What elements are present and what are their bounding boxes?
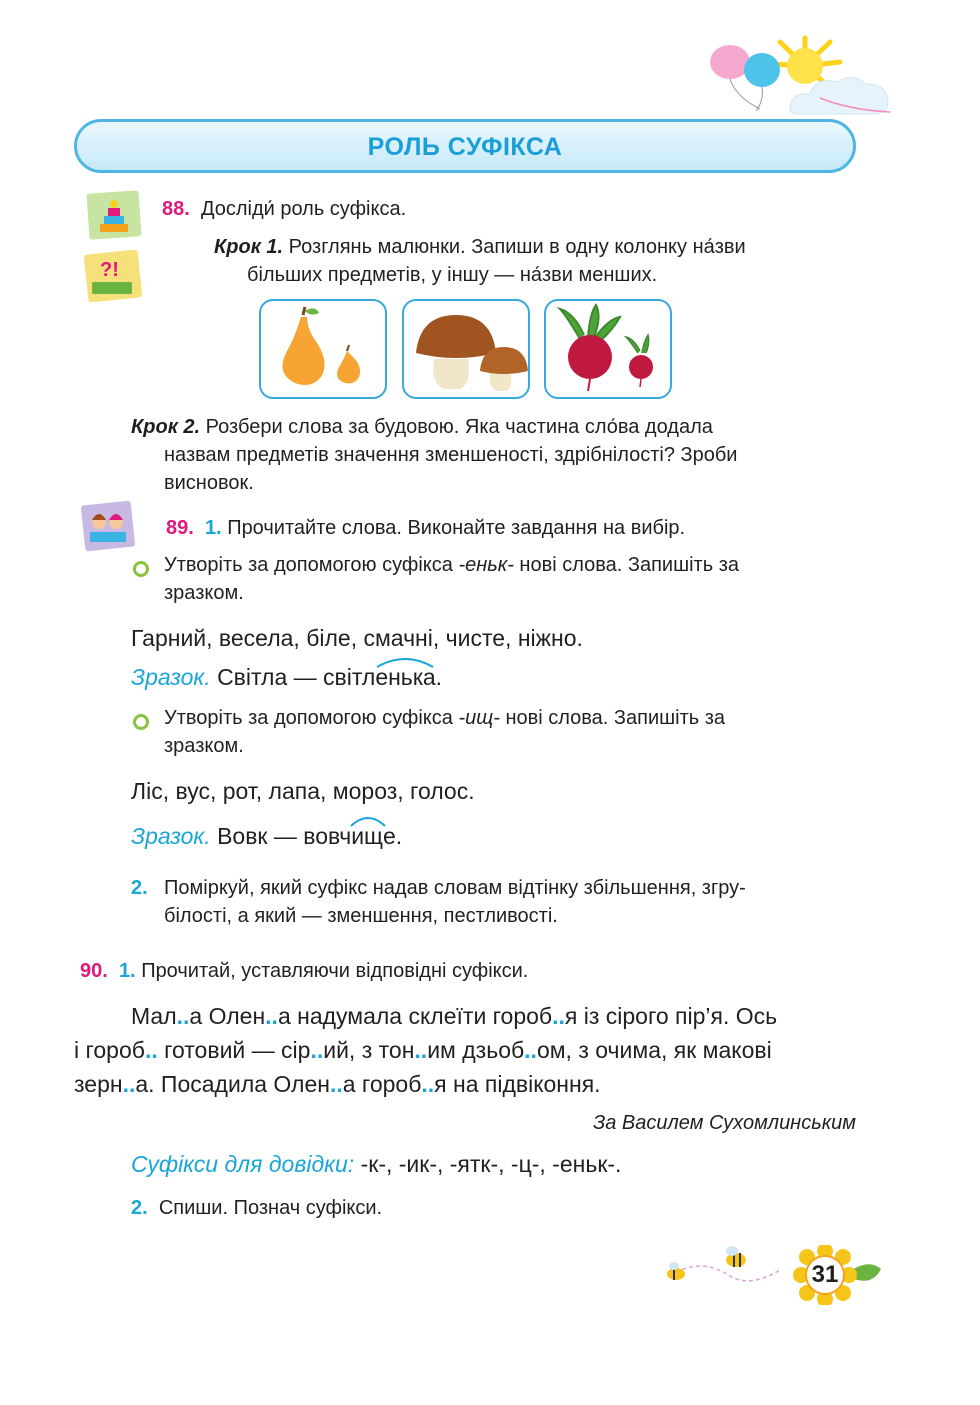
- option-text: Утворіть за допомогою суфікса: [164, 554, 459, 576]
- exercise-90-heading: [80, 957, 528, 985]
- option-1-line-1: [164, 551, 739, 579]
- bee-icon: [667, 1262, 685, 1280]
- exercise-90-subtask-2: [131, 1194, 382, 1222]
- word-list-2: Ліс, вус, рот, лапа, мороз, голос.: [131, 778, 475, 804]
- sample-2: [131, 820, 402, 852]
- text-line-2: [74, 1034, 772, 1066]
- text-part: а надумала склеїти гороб: [277, 1003, 553, 1029]
- exercise-88-heading: [162, 195, 406, 223]
- suffix-marker-icon: [375, 655, 435, 669]
- gap-dots: ..: [524, 1037, 537, 1063]
- sample-text: е.: [382, 823, 403, 849]
- exercise-number: 88.: [162, 198, 190, 220]
- step-text: Розглянь малюнки. Запиши в одну колонку на́зви: [288, 236, 746, 258]
- suffix-text: ищ: [351, 823, 383, 849]
- step-2-line-2: назвам предметів значення зменшеності, здрібнілості? Зроби: [164, 444, 738, 466]
- gap-dots: ..: [122, 1071, 136, 1097]
- text-part: а. Посадила Олен: [135, 1071, 330, 1097]
- subtask-text: Прочитай, уставляючи відповідні суфікси.: [141, 960, 529, 982]
- text-part: ий, з тон: [323, 1037, 415, 1063]
- word-list-1: Гарний, весела, біле, смачні, чисте, ніжно.: [131, 625, 583, 651]
- step-label: Крок 2.: [131, 416, 201, 438]
- step-text: Розбери слова за будовою. Яка частина сло́ва додала: [205, 416, 713, 438]
- suffix-text: еньк: [375, 664, 423, 690]
- question-exclamation-icon: [84, 250, 142, 302]
- balloons-sun-illustration: [690, 28, 900, 128]
- step-label: Крок 1.: [214, 236, 284, 258]
- suffix-reference: [131, 1148, 621, 1180]
- reference-label: Суфікси для довідки:: [131, 1151, 355, 1177]
- text-line-3: [74, 1068, 601, 1100]
- beet-icon: [546, 301, 670, 397]
- exercise-number: 90.: [80, 960, 108, 982]
- subtask-2: [131, 874, 148, 902]
- sample-label: Зразок.: [131, 664, 211, 690]
- page-number: 31: [811, 1261, 839, 1288]
- bullet-icon: [133, 561, 149, 577]
- suffix-marker-icon: [349, 814, 387, 828]
- step-2-line-3: висновок.: [164, 472, 254, 494]
- text-part: я на підвіконня.: [434, 1071, 601, 1097]
- text-part: і гороб: [74, 1037, 145, 1063]
- text-part: зерн: [74, 1071, 123, 1097]
- author-credit: За Василем Сухомлинським: [592, 1112, 856, 1134]
- sample-label: Зразок.: [131, 823, 211, 849]
- pear-icon: [261, 301, 385, 397]
- sample-text: а.: [422, 664, 443, 690]
- text-part: Мал: [131, 1003, 177, 1029]
- gap-dots: ..: [265, 1003, 278, 1029]
- step-1: [214, 233, 856, 261]
- step-2: [131, 413, 856, 441]
- gap-dots: ..: [414, 1037, 428, 1063]
- suffix-highlight: -еньк-: [458, 554, 514, 576]
- suffix-highlight: -ищ-: [458, 707, 500, 729]
- subtask-text: Прочитайте слова. Виконайте завдання на вибір.: [227, 517, 686, 539]
- gap-dots: ..: [176, 1003, 190, 1029]
- svg-text:?!: ?!: [100, 259, 119, 281]
- gap-dots: ..: [552, 1003, 565, 1029]
- title-banner: [74, 119, 856, 173]
- text-part: готовий — сір: [157, 1037, 311, 1063]
- text-part: а гороб: [342, 1071, 422, 1097]
- picture-card-pears: [259, 299, 387, 399]
- page-title: РОЛЬ СУФІКСА: [367, 133, 563, 161]
- subtask-number: 1.: [204, 517, 222, 539]
- step-1-line-2: більших предметів, у іншу — на́зви менших.: [247, 264, 658, 286]
- option-text: нові слова. Запишіть за: [499, 707, 726, 729]
- mushroom-icon: [404, 301, 528, 397]
- text-part: а Олен: [189, 1003, 266, 1029]
- subtask-number: 2.: [131, 1197, 148, 1219]
- subtask-number: 2.: [131, 877, 148, 899]
- option-text: нові слова. Запишіть за: [513, 554, 739, 576]
- reference-list: -к-, -ик-, -ятк-, -ц-, -еньк-.: [360, 1151, 622, 1177]
- picture-card-mushrooms: [402, 299, 530, 399]
- subtask-2-line-1: Поміркуй, який суфікс надав словам відтінку збільшення, згру-: [164, 877, 746, 899]
- option-text: Утворіть за допомогою суфікса: [164, 707, 459, 729]
- pyramid-toy-icon: [86, 190, 142, 240]
- text-part: им дзьоб: [427, 1037, 525, 1063]
- option-1-line-2: зразком.: [164, 582, 244, 604]
- sample-text: Вовк — вовч: [217, 823, 352, 849]
- subtask-2-line-2: білості, а який — зменшення, пестливості.: [164, 905, 558, 927]
- picture-card-beets: [544, 299, 672, 399]
- balloon-icon: [710, 45, 780, 111]
- exercise-number: 89.: [166, 517, 194, 539]
- subtask-number: 1.: [118, 960, 136, 982]
- exercise-89-heading: [166, 514, 685, 542]
- sample-text: Світла — світл: [217, 664, 376, 690]
- sample-1: [131, 661, 442, 693]
- bullet-icon: [133, 714, 149, 730]
- children-reading-icon: [80, 500, 136, 552]
- text-part: я із сірого пір’я. Ось: [564, 1003, 778, 1029]
- option-2-line-2: зразком.: [164, 735, 244, 757]
- gap-dots: ..: [421, 1071, 435, 1097]
- gap-dots: ..: [329, 1071, 343, 1097]
- subtask-text: Спиши. Познач суфікси.: [158, 1197, 383, 1219]
- text-line-1: [131, 1000, 777, 1032]
- option-2-line-1: [164, 704, 856, 732]
- gap-dots: ..: [144, 1037, 158, 1063]
- gap-dots: ..: [310, 1037, 324, 1063]
- text-part: ом, з очима, як макові: [536, 1037, 772, 1063]
- bee-icon: [726, 1246, 746, 1267]
- bees-decoration: [660, 1246, 810, 1296]
- exercise-text: Досліди́ роль суфікса.: [200, 198, 407, 220]
